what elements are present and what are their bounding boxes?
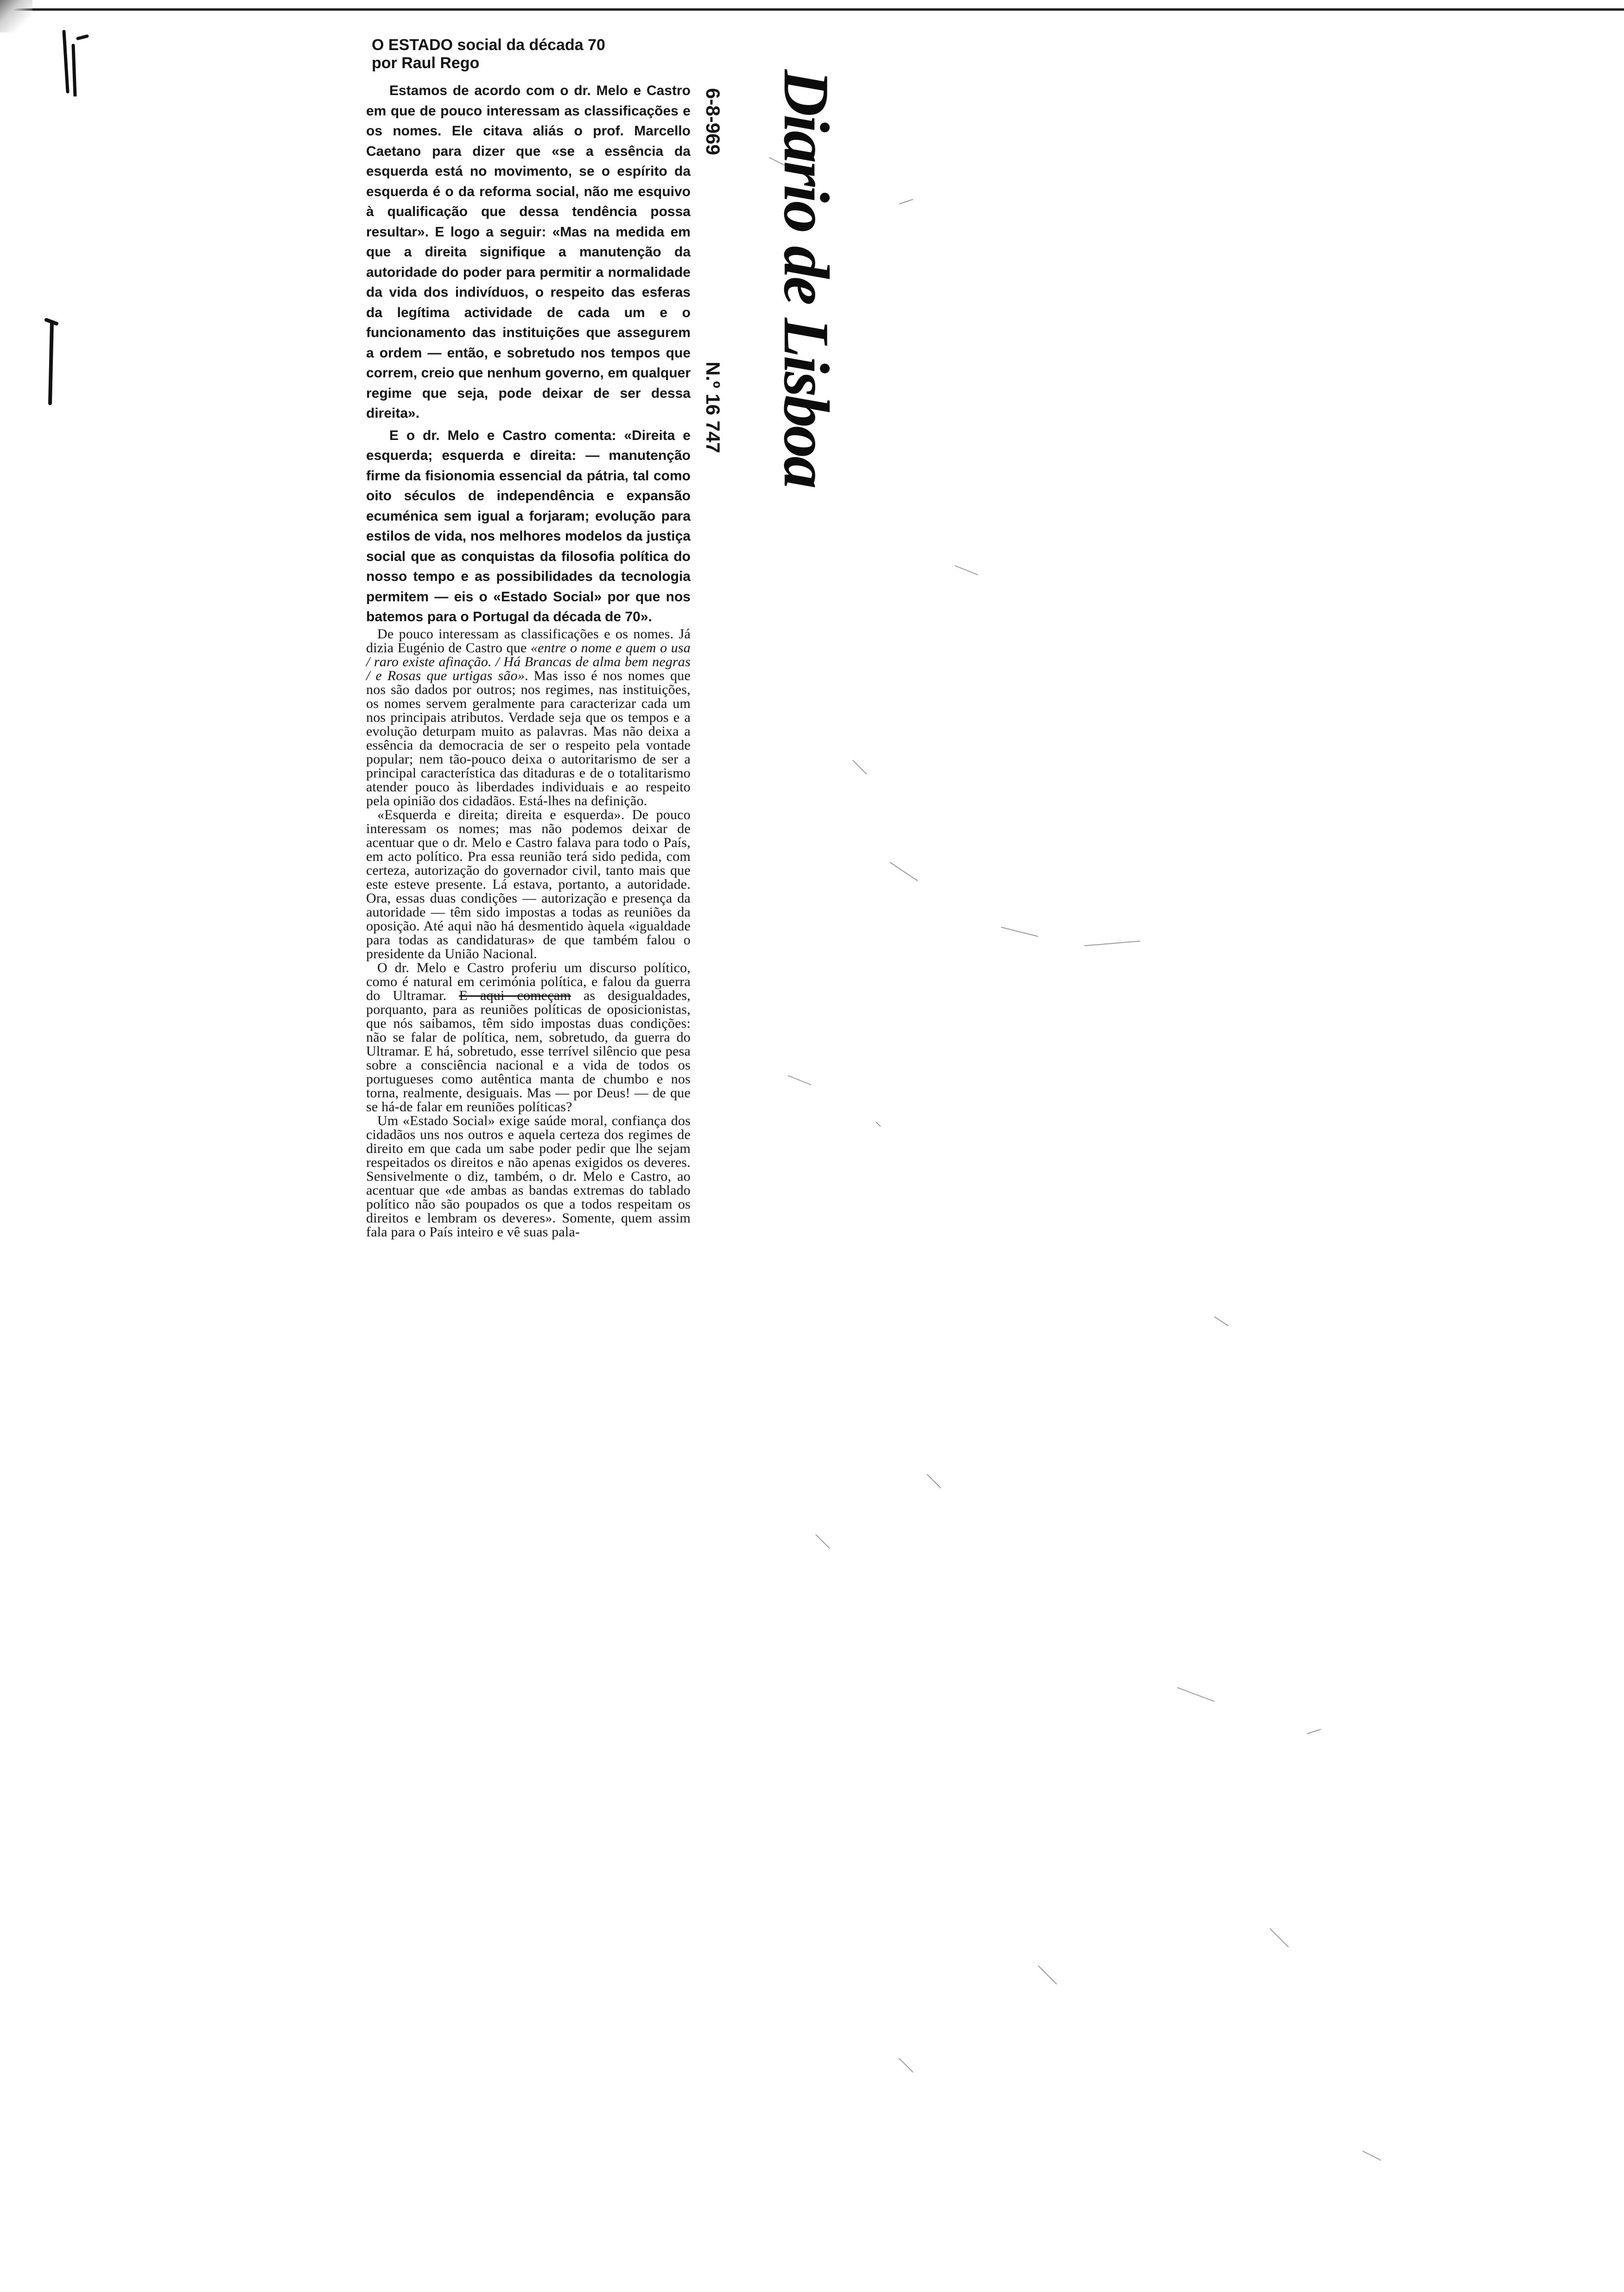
poem-quote: «entre o nome e quem o usa / raro existe afinação. / Há Brancas de alma bem negras / e Rosas que urtigas são»: [366, 640, 691, 683]
article: [366, 36, 691, 1239]
masthead-issue-number: N.º 16 747: [702, 362, 724, 453]
lead-paragraph-2: E o dr. Melo e Castro comenta: «Direita e esquerda; esquerda e direita: — manutenção firme da fisionomia essencial da pátria, tal como oito séculos de independência e expansão ecuménica sem igual a forjaram; evolução para estilos de vida, nos melhores modelos da justiça social que as conquistas da filosofia política do nosso tempo e as possibilidades da tecnologia permitem — eis o «Estado Social» por que nos batemos para o Portugal da década de 70».: [366, 427, 691, 625]
scan-ink-mark: [42, 315, 60, 408]
masthead-date: 6-8-969: [702, 88, 724, 155]
body-paragraph-2: «Esquerda e direita; direita e esquerda». De pouco interessam os nomes; mas não podemos deixar de acentuar que o dr. Melo e Castro falava para todo o País, em acto político. Pra essa reunião terá sido pedida, com certeza, autorização do governador civil, tanto mais que este esteve presente. Lá estava, portanto, a autoridade. Ora, essas duas condições — autorização e presença da autoridade — têm sido impostas a todas as reuniões da oposição. Até aqui não há desmentido àquela «igualdade para todas as candidaturas» de que também falou o presidente da União Nacional.: [366, 807, 691, 961]
body-paragraph-3-start: O dr. Melo e Castro proferiu um discurso político, como é natural em cerimónia política, e falou da guerra do Ultramar.: [366, 960, 691, 1003]
body-paragraph-3: [366, 961, 691, 1114]
scan-edge-line: [0, 8, 1624, 11]
body-paragraph-1: [366, 627, 691, 808]
struck-text: E aqui começam: [459, 987, 571, 1003]
body-paragraph-3-end: as desigualdades, porquanto, para as reuniões políticas de oposicionistas, que nós saibamos, têm sido impostas duas condições: não se falar de política, nem, sobretudo, da guerra do Ultramar. E há, sobretudo, esse terrível silêncio que pesa sobre a consciência nacional e a vida de todos os portugueses como autêntica manta de chumbo e nos torna, realmente, desiguais. Mas — por Deus! — de que se há-de falar em reuniões políticas?: [366, 987, 691, 1114]
lead-paragraph-1: Estamos de acordo com o dr. Melo e Castro em que de pouco interessam as classificações e os nomes. Ele citava aliás o prof. Marcello Caetano para dizer que «se a essência da esquerda está no movimento, se o espírito da esquerda é o da reforma social, não me esquivo à qualificação que dessa tendência possa resultar». E logo a seguir: «Mas na medida em que a direita signifique a manutenção da autoridade do poder para permitir a normalidade da vida dos indivíduos, o respeito das esferas da legítima actividade de cada um e o funcionamento das instituições que assegurem a ordem — então, e sobretudo nos tempos que correm, creio que nenhum governo, em qualquer regime que seja, pode deixar de ser dessa direita».: [366, 83, 691, 421]
article-header: [372, 36, 691, 72]
article-byline: por Raul Rego: [372, 54, 480, 72]
article-title: O ESTADO social da década 70: [372, 36, 605, 54]
body-paragraph-1-start: De pouco interessam as classificações e os nomes. Já dizia Eugénio de Castro que: [366, 626, 691, 656]
body-paragraph-1-end: . Mas isso é nos nomes que nos são dados por outros; nos regimes, nas instituições, os nomes servem geralmente para caracterizar cada um nos principais atributos. Verdade seja que os tempos e a evolução deturpam muito as palavras. Mas não deixa a essência da democracia de ser o respeito pela vontade popular; nem tão-pouco deixa o autoritarismo de ser a principal característica das ditaduras e de o totalitarismo atender pouco às liberdades individuais e ao respeito pela opinião dos cidadãos. Está-lhes na definição.: [366, 668, 691, 809]
body-paragraph-4: Um «Estado Social» exige saúde moral, confiança dos cidadãos uns nos outros e aquela certeza dos regimes de direito em que cada um sabe poder pedir que lhe sejam respeitados os direitos e não apenas exigidos os deveres. Sensivelmente o diz, também, o dr. Melo e Castro, ao acentuar que «de ambas as bandas extremas do tablado político não são poupados os que a todos respeitam os direitos e lembram os deveres». Somente, quem assim fala para o País inteiro e vê suas pala-: [366, 1113, 691, 1240]
newspaper-masthead: Diario de Lisboa: [770, 70, 842, 487]
scan-noise: [760, 111, 1455, 2244]
scan-corner-shadow: [0, 0, 32, 32]
scan-ink-mark: [55, 27, 106, 96]
